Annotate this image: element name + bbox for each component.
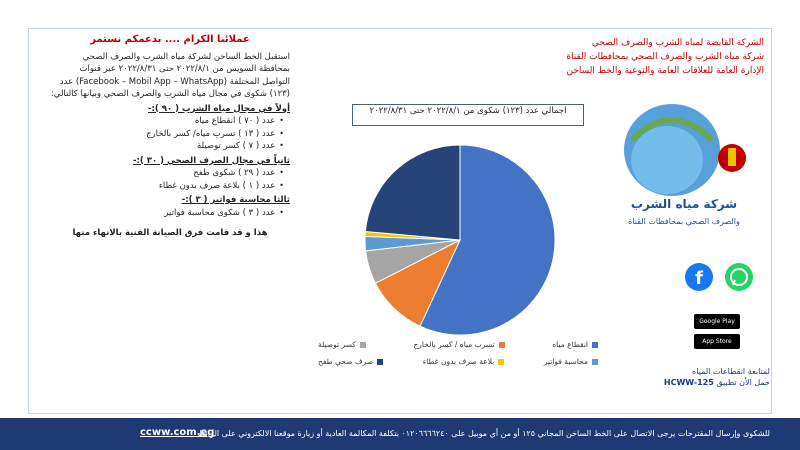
section-title: ثالثا محاسبة فواتير ( ٣ ):-: [181, 195, 290, 205]
section-title: ثانياً في مجال الصرف الصحي ( ٣٠ ):-: [132, 155, 290, 166]
app-note-prefix: حمل الأن تطبيق: [716, 378, 770, 387]
legend-swatch: [360, 342, 366, 348]
legend-item: [423, 357, 505, 366]
pie-slice: [365, 145, 460, 240]
org-header: [514, 36, 764, 78]
legend-swatch: [592, 342, 598, 348]
legend-item: [318, 340, 366, 349]
summary-paragraph: استقبل الخط الساخن لشركة مياه الشرب والصرف الصحي بمحافظة السويس من ٢٠٢٢/٨/١ حتى ٢٠٢٢/٨/٣١ عبر قنوات التواصل المختلفة (Facebook – Mobil App – WhatsApp) عدد (١٢٣) شكوى في مجال مياه الشرب والصرف الصحي وبيانها كالتالي:: [50, 51, 290, 99]
closing-note: هذا و قد قامت فرق الصيانة الفنية بالانهاء منها: [72, 228, 268, 238]
list-item-text: عدد ( ٣ ) شكوى محاسبة فواتير: [164, 207, 276, 218]
sections-list: [50, 103, 290, 220]
legend-label: محاسبة فواتير: [543, 357, 588, 366]
list-item: [50, 115, 290, 128]
legend-swatch: [499, 342, 505, 348]
svg-text:f: f: [695, 268, 703, 289]
legend-label: بلاعة صرف بدون غطاء: [422, 357, 495, 366]
bullet-icon: •: [279, 168, 284, 177]
legend-item: [318, 357, 383, 366]
bullet-icon: •: [279, 141, 284, 150]
legend-label: كسر توصيلة: [318, 340, 356, 349]
facebook-icon[interactable]: [684, 262, 714, 292]
legend-item: [413, 340, 504, 349]
section-title: أولاً في مجال مياه الشرب ( ٩٠ ):-: [148, 103, 290, 114]
complaints-summary: [50, 34, 290, 240]
list-item: [50, 207, 290, 220]
bullet-icon: •: [279, 128, 284, 138]
pie-chart: [360, 140, 560, 340]
greeting: عملائنا الكرام .... بدعمكم نستمر: [90, 34, 250, 45]
header-line-1: الشركة القابضة لمياه الشرب والصرف الصحي: [591, 38, 764, 48]
legend-label: صرف صحي طفح: [318, 357, 374, 366]
legend-label: انقطاع مياه: [552, 340, 588, 349]
list-item-text: عدد ( ٧ ) كسر توصيلة: [197, 141, 276, 151]
bullet-icon: •: [279, 116, 284, 125]
company-logo-icon: [612, 100, 752, 240]
list-item: [50, 180, 290, 193]
bullet-icon: •: [279, 180, 284, 190]
legend-swatch: [377, 359, 383, 365]
chart-legend: [318, 340, 598, 374]
app-note-line-2: [664, 377, 770, 388]
list-item-text: عدد ( ٢٩ ) شكوى طفح: [193, 168, 276, 178]
legend-swatch: [592, 359, 598, 365]
legend-item: [544, 357, 598, 366]
chart-title: اجمالي عدد (١٢٣) شكوى من ٢٠٢٢/٨/١ حتى ٢٠٢٢/٨/٣١: [352, 104, 584, 126]
list-item-text: عدد ( ٧٠ ) انقطاع مياه: [194, 116, 276, 126]
website-link[interactable]: ccww.com.eg: [140, 427, 215, 438]
legend-label: تسرب مياه / كسر بالخارج: [413, 340, 495, 349]
legend-item: [552, 340, 598, 349]
app-code: HCWW-125: [663, 378, 714, 387]
list-item: [50, 167, 290, 180]
app-store-badge[interactable]: App Store: [694, 334, 740, 349]
list-item: [50, 128, 290, 141]
logo-text-1: شركة مياه الشرب: [630, 197, 738, 211]
logo-text-2: والصرف الصحي بمحافظات القناة: [628, 217, 740, 226]
list-item-text: عدد ( ١٣ ) تسرب مياه/ كسر بالخارج: [146, 128, 276, 139]
header-line-2: شركة مياه الشرب والصرف الصحي بمحافظات القناة: [566, 52, 764, 62]
list-item-text: عدد ( ١ ) بلاعة صرف بدون غطاء: [158, 180, 276, 191]
google-play-badge[interactable]: Google Play: [694, 314, 740, 329]
list-item: [50, 140, 290, 153]
bullet-icon: •: [279, 207, 284, 217]
whatsapp-icon[interactable]: [724, 262, 754, 292]
footer-text: للشكوى وإرسال المقترحات يرجى الاتصال على الخط الساخن المجاني ١٢٥ أو من أي موبيل على ٠١٢٠٦٦٦٦٢٤٠ بتكلفة المكالمة العادية أو زيارة موقعنا الالكتروني على الرابط: [197, 429, 770, 438]
legend-swatch: [498, 359, 504, 365]
app-download-note: [664, 366, 770, 388]
header-line-3: الإدارة العامة للعلاقات العامة والتوعية والخط الساخن: [566, 66, 764, 76]
app-note-line-1: لمتابعة انقطاعات المياه: [692, 367, 770, 376]
